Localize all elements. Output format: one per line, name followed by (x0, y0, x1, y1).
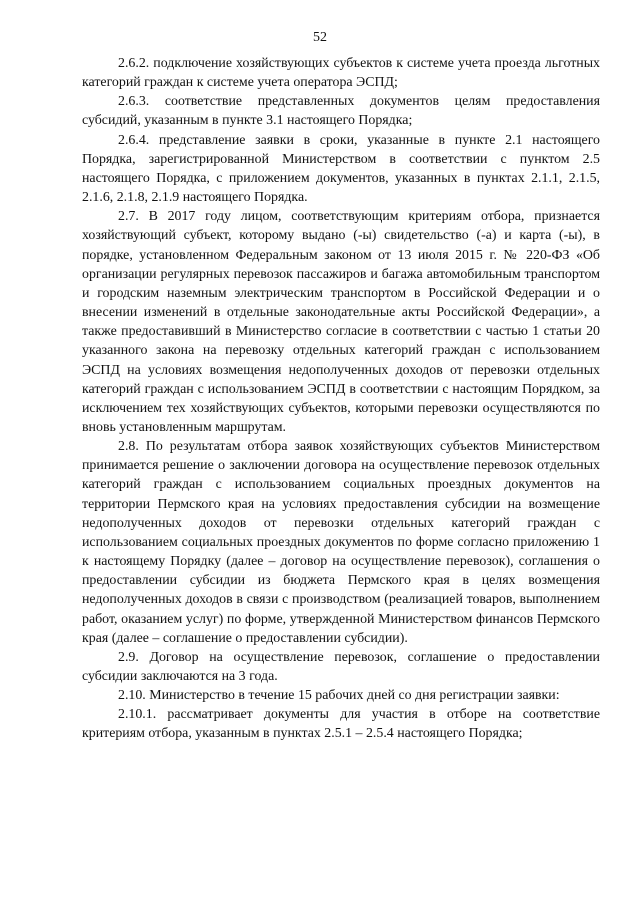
paragraph-2-10: 2.10. Министерство в течение 15 рабочих дней со дня регистрации заявки: (118, 688, 560, 704)
paragraph-2-10-1: 2.10.1. рассматривает документы для участия в отборе на соответствие критериям отбора, указанным в пунктах 2.5.1 – 2.5.4 настоящего Порядка; (82, 707, 600, 742)
paragraph-2-8: 2.8. По результатам отбора заявок хозяйствующих субъектов Министерством принимается решение о заключении договора на осуществление перевозок отдельных категорий граждан с использованием социальных проездных документов на территории Пермского края на условиях предоставления субсидии на возмещение недополученных доходов от перевозки отдельных категорий граждан с использованием социальных проездных документов по форме согласно приложению 1 к настоящему Порядку (далее – договор на осуществление перевозок), соглашения о предоставлении субсидии из бюджета Пермского края в целях возмещения недополученных доходов в связи с производством (реализацией товаров, выполнением работ, оказанием услуг) по форме, утвержденной Министерством финансов Пермского края (далее – соглашение о предоставлении субсидии). (82, 439, 600, 646)
paragraph-2-9: 2.9. Договор на осуществление перевозок, соглашение о предоставлении субсидии заключаются на 3 года. (82, 649, 600, 684)
document-body (82, 54, 600, 744)
paragraph-2-6-2: 2.6.2. подключение хозяйствующих субъектов к системе учета проезда льготных категорий граждан к системе учета оператора ЭСПД; (82, 56, 600, 91)
page-number: 52 (313, 30, 327, 45)
paragraph-2-7: 2.7. В 2017 году лицом, соответствующим критериям отбора, признается хозяйствующий субъект, которому выдано (-ы) свидетельство (-а) и карта (-ы), в порядке, установленном Федеральным законом от 13 июля 2015 г. № 220-ФЗ «Об организации регулярных перевозок пассажиров и багажа автомобильным транспортом и городским наземным электрическим транспортом в Российской Федерации и о внесении изменений в отдельные законодательные акты Российской Федерации», а также предоставивший в Министерство согласие в соответствии с частью 1 статьи 20 указанного закона на перевозку отдельных категорий граждан с использованием ЭСПД на условиях возмещения недополученных доходов от перевозки отдельных категорий граждан с использованием ЭСПД в соответствии с настоящим Порядком, за исключением тех хозяйствующих субъектов, которыми перевозки осуществляются по вновь установленным маршрутам. (82, 209, 600, 435)
paragraph-2-6-4: 2.6.4. представление заявки в сроки, указанные в пункте 2.1 настоящего Порядка, зарегистрированной Министерством в соответствии с пунктом 2.5 настоящего Порядка, с приложением документов, указанных в пунктах 2.1.1, 2.1.5, 2.1.6, 2.1.8, 2.1.9 настоящего Порядка. (82, 132, 600, 206)
paragraph-2-6-3: 2.6.3. соответствие представленных документов целям предоставления субсидий, указанным в пункте 3.1 настоящего Порядка; (82, 94, 600, 129)
